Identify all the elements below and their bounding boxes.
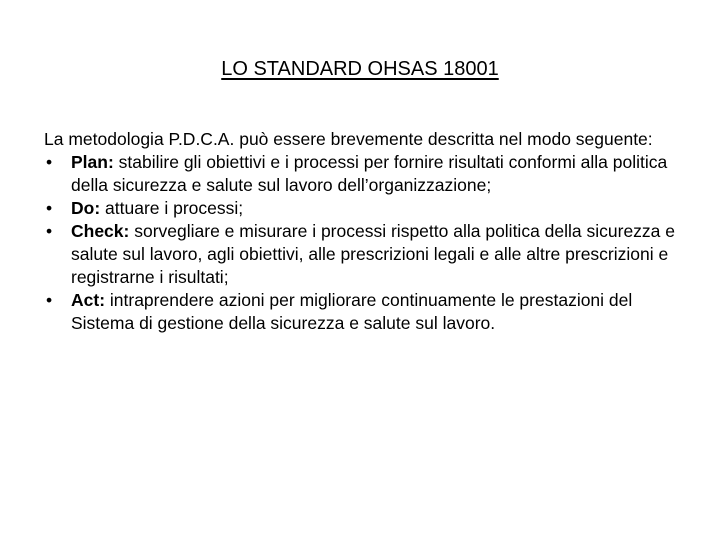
- list-item-plan: [44, 151, 684, 197]
- slide-title: LO STANDARD OHSAS 18001: [221, 58, 499, 80]
- description-act: intraprendere azioni per migliorare continuamente le prestazioni del Sistema di gestione della sicurezza e salute sul lavoro.: [71, 290, 633, 333]
- description-do: attuare i processi;: [100, 198, 244, 218]
- bullet-icon: •: [46, 290, 53, 310]
- list-item-do: [44, 197, 684, 220]
- bullet-icon: •: [46, 198, 53, 218]
- list-item-act: [44, 289, 684, 335]
- term-act: Act:: [71, 290, 106, 310]
- list-item-check: [44, 220, 684, 289]
- term-plan: Plan:: [71, 152, 114, 172]
- term-check: Check:: [71, 221, 130, 241]
- bullet-icon: •: [46, 152, 53, 172]
- intro-text: La metodologia P.D.C.A. può essere brevemente descritta nel modo seguente:: [44, 129, 653, 149]
- slide-content: [44, 128, 684, 335]
- term-do: Do:: [71, 198, 101, 218]
- bullet-icon: •: [46, 221, 53, 241]
- description-plan: stabilire gli obiettivi e i processi per fornire risultati conformi alla politica della sicurezza e salute sul lavoro dell’organizzazione;: [71, 152, 668, 195]
- description-check: sorvegliare e misurare i processi rispetto alla politica della sicurezza e salute sul lavoro, agli obiettivi, alle prescrizioni legali e alle altre prescrizioni e registrarne i risultati;: [71, 221, 676, 287]
- pdca-list: [44, 151, 684, 335]
